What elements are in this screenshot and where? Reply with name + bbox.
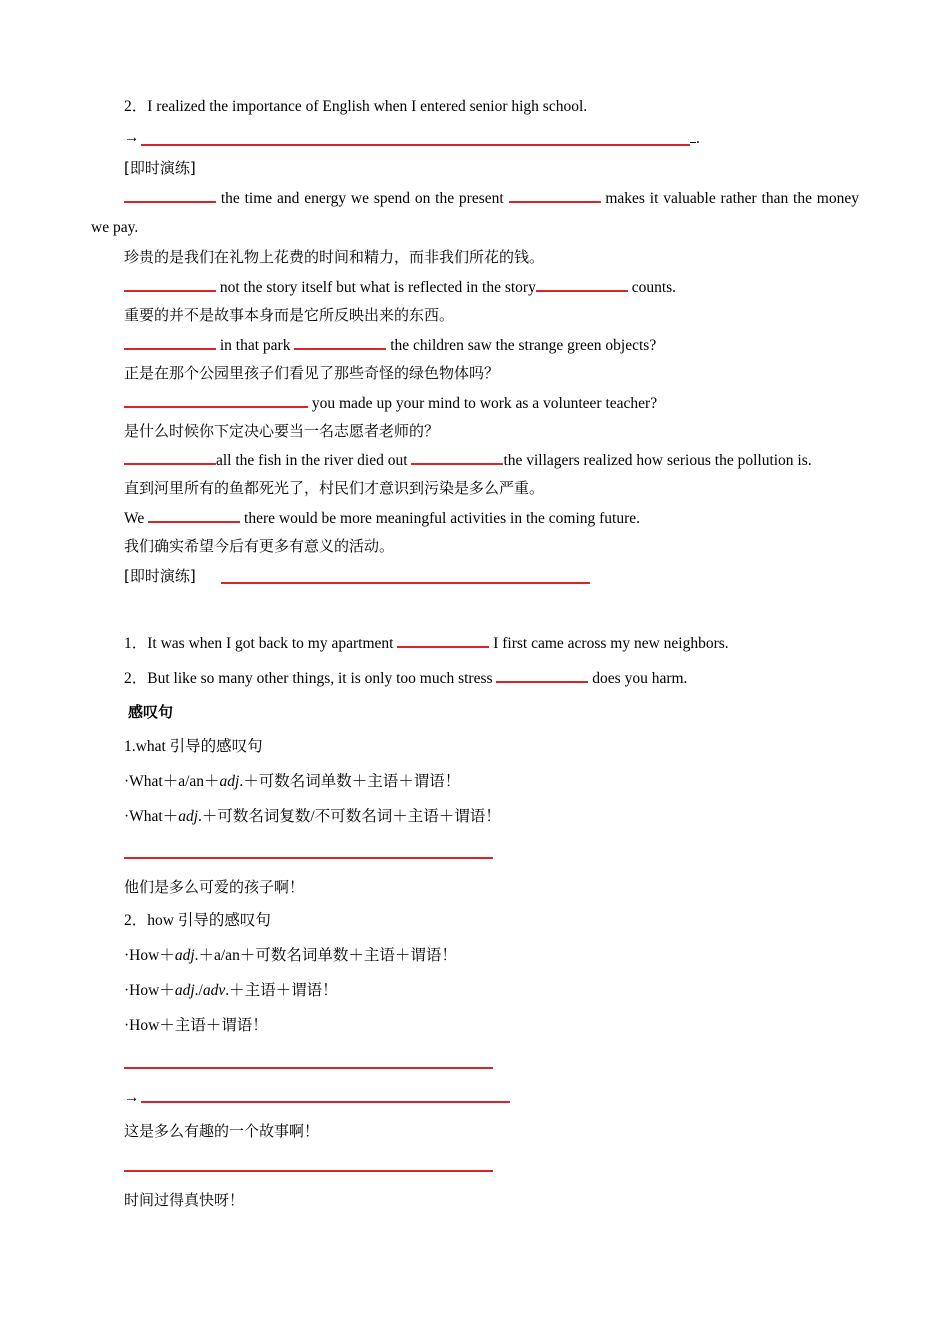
how-example-1-blank[interactable] (124, 1067, 493, 1069)
rule-italic: adj (219, 773, 240, 790)
practice-item-3-en (124, 334, 656, 356)
sentence-text: in that park (216, 337, 295, 354)
how-rule-2 (124, 981, 338, 1001)
rule-italic: adv (202, 982, 226, 999)
answer-blank[interactable] (536, 276, 628, 292)
answer-blank[interactable] (124, 449, 216, 465)
practice-item-6-cn: 我们确实希望今后有更多有意义的活动。 (124, 537, 395, 555)
rule-text: ·What＋ (124, 808, 179, 825)
rule-text: .＋a/an＋可数名词单数＋主语＋谓语！ (194, 947, 457, 964)
sentence-text: not the story itself but what is reflected in the story (216, 279, 536, 296)
sentence-item-2: 2．I realized the importance of English when I entered senior high school. (124, 98, 588, 115)
what-rule-2 (124, 807, 501, 827)
rule-text: ./ (194, 982, 203, 999)
sentence-text: the time and energy we spend on the present (216, 190, 509, 207)
sentence-text: there would be more meaningful activities in the coming future. (240, 510, 641, 527)
practice-item-1-cn: 珍贵的是我们在礼物上花费的时间和精力，而非我们所花的钱。 (124, 248, 545, 266)
how-example-1-arrow-row (124, 1088, 140, 1108)
rewrite-answer-blank[interactable] (141, 144, 690, 146)
how-example-2-blank[interactable] (124, 1170, 493, 1172)
sentence-text: counts. (627, 279, 677, 296)
how-heading: 2．how 引导的感叹句 (124, 912, 271, 929)
practice-item-5-cn: 直到河里所有的鱼都死光了，村民们才意识到污染是多么严重。 (124, 479, 545, 497)
exclamation-title: 感叹句 (128, 703, 174, 721)
sentence-text: makes it valuable rather than the money we pay. (91, 190, 859, 236)
practice-heading: [即时演练] (124, 159, 196, 177)
rule-text: .＋可数名词复数/不可数名词＋主语＋谓语！ (198, 808, 501, 825)
exercise-1 (124, 632, 729, 654)
answer-blank[interactable] (294, 334, 386, 350)
arrow-icon: → (124, 129, 140, 146)
sentence-text: you made up your mind to work as a volunteer teacher? (308, 395, 658, 412)
rule-text: ·How＋ (124, 947, 175, 964)
rule-italic: adj (174, 947, 195, 964)
practice-item-4-en (124, 392, 657, 414)
how-example-1-rewrite-blank[interactable] (141, 1101, 510, 1103)
practice-item-2-en (124, 276, 676, 298)
rewrite-answer-row (124, 128, 140, 148)
period-mark: . (696, 130, 700, 147)
answer-blank[interactable] (124, 187, 216, 203)
what-example-blank[interactable] (124, 857, 493, 859)
rule-text: ·How＋ (124, 982, 175, 999)
practice-item-4-cn: 是什么时候你下定决心要当一名志愿者老师的？ (124, 422, 440, 440)
sentence-text: the children saw the strange green objects? (386, 337, 657, 354)
rewrite-answer-end (690, 128, 700, 149)
how-rule-3: ·How＋主语＋谓语！ (124, 1017, 268, 1034)
sentence-text: I first came across my new neighbors. (489, 635, 729, 652)
practice-item-3-cn: 正是在那个公园里孩子们看见了那些奇怪的绿色物体吗？ (124, 364, 500, 382)
how-example-1-cn: 这是多么有趣的一个故事啊！ (124, 1122, 320, 1140)
answer-blank[interactable] (509, 187, 601, 203)
how-example-2-cn: 时间过得真快呀！ (124, 1191, 245, 1209)
sentence-text: all the fish in the river died out (216, 452, 412, 469)
practice-item-6-en (124, 507, 640, 529)
what-example-cn: 他们是多么可爱的孩子啊！ (124, 878, 305, 896)
answer-blank[interactable] (411, 449, 503, 465)
rule-italic: adj (178, 808, 199, 825)
sentence-text: the villagers realized how serious the pollution is. (503, 452, 812, 469)
answer-blank[interactable] (124, 392, 308, 408)
sentence-text: We (124, 510, 149, 527)
sentence-text: does you harm. (588, 670, 688, 687)
answer-blank[interactable] (397, 632, 489, 648)
exercise-2 (124, 667, 687, 689)
rule-text: .＋主语＋谓语！ (225, 982, 338, 999)
practice-item-5-en (124, 449, 812, 471)
what-rule-1 (124, 772, 460, 792)
answer-blank[interactable] (148, 507, 240, 523)
rule-text: ·What＋a/an＋ (124, 773, 220, 790)
answer-blank[interactable] (124, 334, 216, 350)
practice-heading-2-blank[interactable] (221, 582, 590, 584)
answer-blank[interactable] (496, 667, 588, 683)
answer-blank[interactable] (124, 276, 216, 292)
practice-item-1-en (91, 184, 859, 242)
sentence-text: 1．It was when I got back to my apartment (124, 635, 398, 652)
how-rule-1 (124, 946, 457, 966)
arrow-icon: → (124, 1089, 140, 1106)
rule-text: .＋可数名词单数＋主语＋谓语！ (239, 773, 461, 790)
what-heading: 1.what 引导的感叹句 (124, 738, 263, 755)
practice-heading-2: [即时演练] (124, 567, 196, 585)
practice-item-2-cn: 重要的并不是故事本身而是它所反映出来的东西。 (124, 306, 455, 324)
sentence-text: 2．But like so many other things, it is only too much stress (124, 670, 497, 687)
rule-italic: adj (174, 982, 195, 999)
